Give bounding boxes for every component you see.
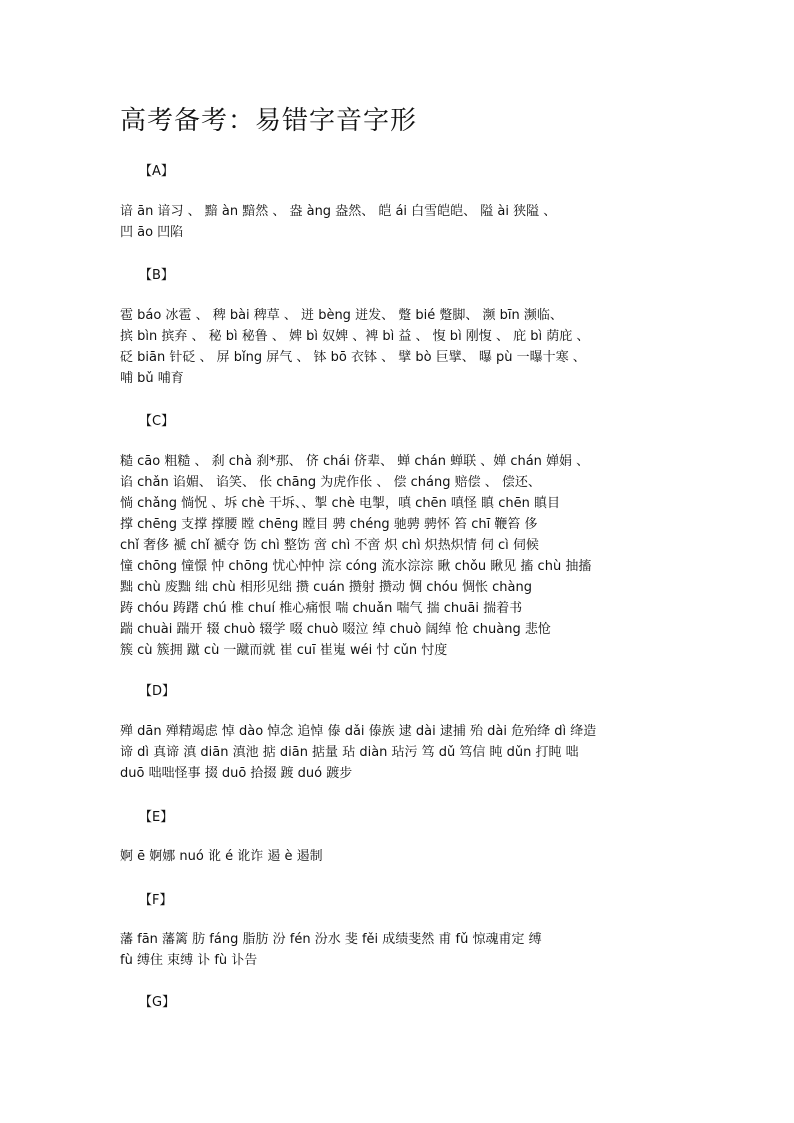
text-line: 哺 bǔ 哺育 (120, 371, 184, 386)
text-line: 雹 báo 冰雹 、 稗 bài 稗草 、 迸 bèng 迸发、 蹩 bié 蹩脚、 濒 bīn 濒临、 (120, 308, 563, 323)
text-line: 殚 dān 殚精竭虑 悼 dào 悼念 追悼 傣 dǎi 傣族 逮 dài 逮捕 殆 dài 危殆绛 dì 绛造 (120, 724, 597, 739)
text-line: 摈 bìn 摈弃 、 秘 bì 秘鲁 、 婢 bì 奴婢 、裨 bì 益 、 愎 bì 刚愎 、 庇 bì 荫庇 、 (120, 329, 590, 344)
section-body-d (120, 721, 680, 784)
section-label-d: 【D】 (139, 684, 176, 699)
section-label-b: 【B】 (139, 268, 174, 283)
text-line: 黜 chù 废黜 绌 chù 相形见绌 攒 cuán 攒射 攒动 惆 chóu 惆怅 chàng (120, 580, 532, 595)
section-label-c: 【C】 (139, 414, 175, 429)
text-line: 婀 ē 婀娜 nuó 讹 é 讹诈 遏 è 遏制 (120, 849, 323, 864)
section-body-c (120, 451, 680, 661)
text-line: 糙 cāo 粗糙 、 刹 chà 刹*那、 侪 chái 侪辈、 蝉 chán 蝉联 、婵 chán 婵娟 、 (120, 454, 590, 469)
text-line: 撑 chēng 支撑 撑腰 瞠 chēng 瞠目 骋 chéng 驰骋 骋怀 笞 chī 鞭笞 侈 (120, 517, 538, 532)
section-label-g: 【G】 (139, 995, 176, 1010)
text-line: 砭 biān 针砭 、 屏 bǐng 屏气 、 钵 bō 衣钵 、 擘 bò 巨擘、 曝 pù 一曝十寒 、 (120, 350, 586, 365)
section-label-e: 【E】 (139, 810, 174, 825)
section-body-e (120, 846, 680, 867)
section-label-a: 【A】 (139, 164, 174, 179)
section-body-a (120, 201, 680, 243)
text-line: 凹 āo 凹陷 (120, 225, 184, 240)
page-title: 高考备考：易错字音字形 (120, 106, 418, 136)
section-body-b (120, 305, 680, 389)
section-body-f (120, 929, 680, 971)
section-label-f: 【F】 (139, 893, 173, 908)
text-line: 惝 chǎng 惝怳 、坼 chè 干坼、、掣 chè 电掣，嗔 chēn 嗔怪 瞋 chēn 瞋目 (120, 496, 560, 511)
text-line: 踌 chóu 踌躇 chú 椎 chuí 椎心痛恨 喘 chuǎn 喘气 揣 chuāi 揣着书 (120, 601, 523, 616)
text-line: 谛 dì 真谛 滇 diān 滇池 掂 diān 掂量 玷 diàn 玷污 笃 dǔ 笃信 盹 dǔn 打盹 咄 (120, 745, 579, 760)
text-line: chǐ 奢侈 褫 chǐ 褫夺 饬 chì 整饬 啻 chì 不啻 炽 chì 炽热炽情 伺 cì 伺候 (120, 538, 539, 553)
text-line: 藩 fān 藩篱 肪 fáng 脂肪 汾 fén 汾水 斐 fěi 成绩斐然 甫 fǔ 惊魂甫定 缚 (120, 932, 542, 947)
text-line: 憧 chōng 憧憬 忡 chōng 忧心忡忡 淙 cóng 流水淙淙 瞅 chǒu 瞅见 搐 chù 抽搐 (120, 559, 592, 574)
text-line: duō 咄咄怪事 掇 duō 拾掇 踱 duó 踱步 (120, 766, 353, 781)
text-line: 谙 ān 谙习 、 黯 àn 黯然 、 盎 àng 盎然、 皑 ái 白雪皑皑、 隘 ài 狭隘 、 (120, 204, 557, 219)
text-line: 踹 chuài 踹开 辍 chuò 辍学 啜 chuò 啜泣 绰 chuò 阔绰 怆 chuàng 悲怆 (120, 622, 551, 637)
text-line: fù 缚住 束缚 讣 fù 讣告 (120, 953, 258, 968)
text-line: 簇 cù 簇拥 蹴 cù 一蹴而就 崔 cuī 崔嵬 wéi 忖 cǔn 忖度 (120, 643, 448, 658)
text-line: 谄 chǎn 谄媚、 谄笑、 伥 chāng 为虎作伥 、 偿 cháng 赔偿 、 偿还、 (120, 475, 541, 490)
